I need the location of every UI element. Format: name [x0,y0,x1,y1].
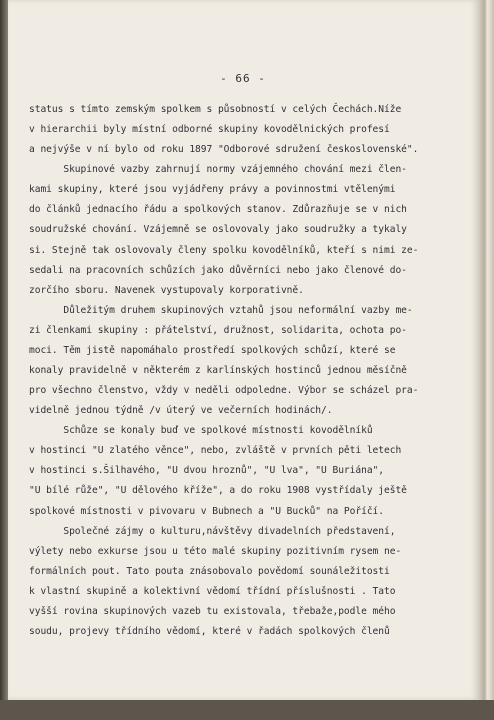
text-line: "U bílé růže", "U dělového kříže", a do roku 1908 vystřídaly ještě [29,485,407,497]
text-line: sedali na pracovních schůzích jako důvěrníci nebo jako členové do- [29,264,407,276]
text-line: soudu, projevy třídního vědomí, které v řadách spolkových členů [29,626,390,638]
body-text [29,100,449,642]
text-line: v hierarchii byly místní odborné skupiny kovodělnických profesí [29,124,390,136]
text-line: formálních pout. Tato pouta znásobovalo povědomí sounáležitosti [29,565,390,577]
text-line: k vlastní skupině a kolektivní vědomí třídní příslušnosti . Tato [29,585,396,597]
text-line: kami skupiny, které jsou vyjádřeny právy a povinnostmi vtělenými [29,184,396,196]
text-line: v hostinci "U zlatého věnce", nebo, zvláště v prvních pěti letech [29,445,402,457]
text-line: Společné zájmy o kulturu,návštěvy divadelních představení, [29,525,396,537]
page-number: - 66 - [220,72,266,85]
text-line: Důležitým druhem skupinových vztahů jsou neformální vazby me- [29,304,413,316]
page-edge-stack [478,0,494,700]
text-line: Skupinové vazby zahrnují normy vzájemného chování mezi člen- [29,164,407,176]
text-line: status s tímto zemským spolkem s působností v celých Čechách.Níže [29,104,402,115]
text-line: zorčího sboru. Navenek vystupovaly korporativně. [29,284,304,296]
text-line: do článků jednacího řádu a spolkových stanov. Zdůrazňuje se v nich [29,204,407,216]
text-line: videlně jednou týdně /v úterý ve večerních hodinách/. [29,405,333,417]
text-line: pro všechno členstvo, vždy v neděli odpoledne. Výbor se scházel pra- [29,385,419,397]
document-page [8,0,478,700]
text-line: konaly pravidelně v některém z karlínských hostinců jednou měsíčně [29,365,407,377]
text-line: a nejvýše v ní bylo od roku 1897 "Odborové sdružení československé". [29,144,419,156]
text-line: výlety nebo exkurse jsou u této malé skupiny pozitivním rysem ne- [29,545,402,557]
text-line: vyšší rovina skupinových vazeb tu existovala, třebaže,podle mého [29,605,396,617]
text-line: v hostinci s.Šilhavého, "U dvou hroznů", "U lva", "U Buriána", [29,465,385,477]
scan-bottom-band [0,700,494,720]
text-line: zi členkami skupiny : přátelství, družnost, solidarita, ochota po- [29,324,407,336]
text-line: spolkové místnosti v pivovaru v Bubnech a "U Bucků" na Poříčí. [29,505,385,517]
scan-left-shadow [0,0,8,720]
text-line: soudružské chování. Vzájemně se oslovovaly jako soudružky a tykaly [29,224,407,236]
text-line: moci. Těm jistě napomáhalo prostředí spolkových schůzí, které se [29,344,396,356]
text-line: Schůze se konaly buď ve spolkové místnosti kovodělníků [29,425,373,437]
text-line: si. Stejně tak oslovovaly členy spolku kovodělníků, kteří s nimi ze- [29,244,419,256]
